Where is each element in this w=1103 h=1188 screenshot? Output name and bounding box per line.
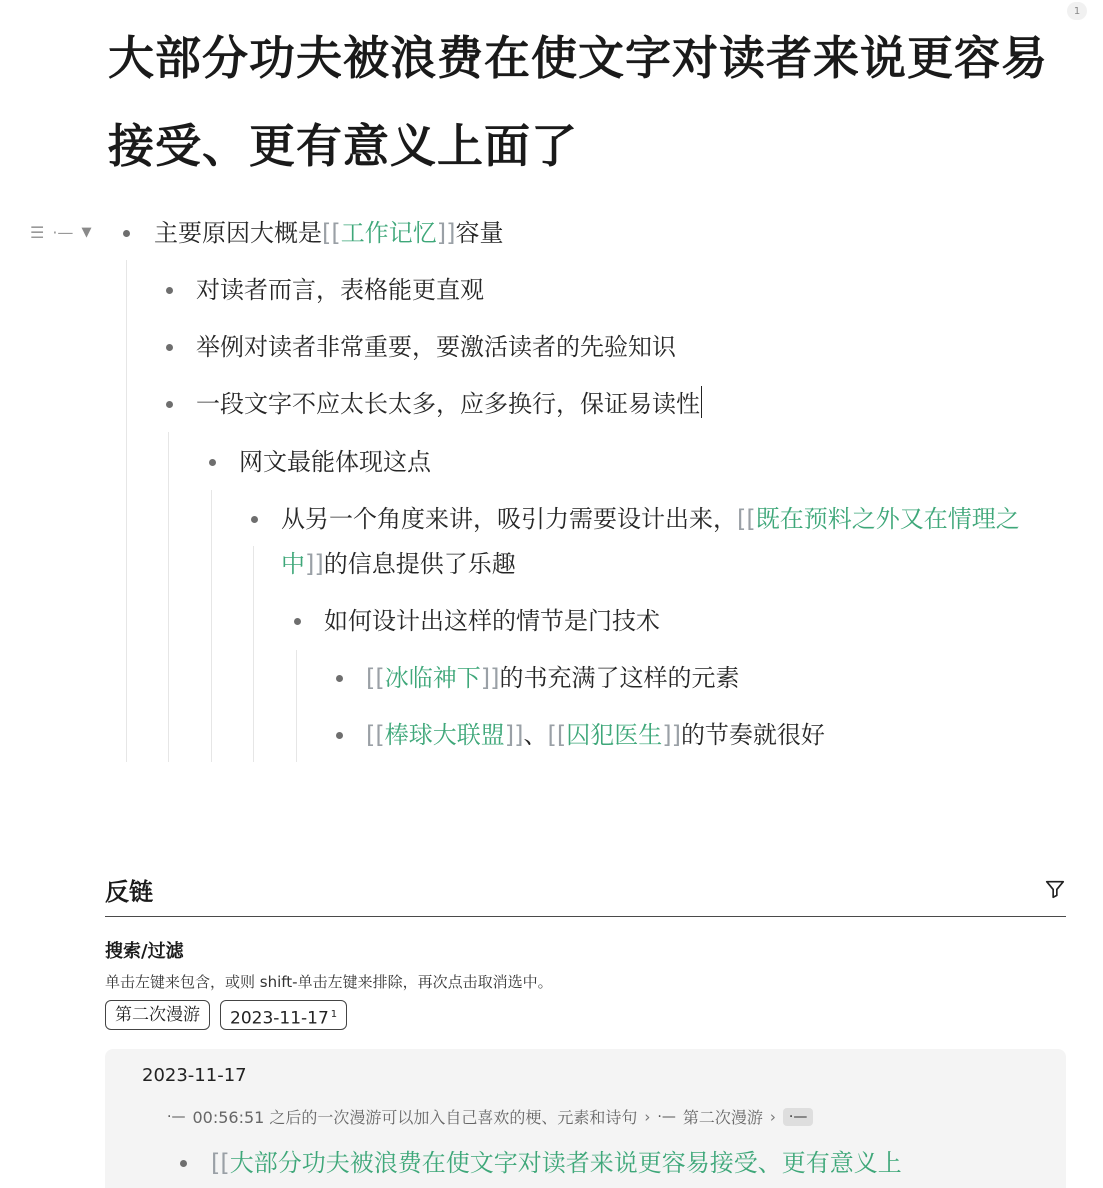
bullet[interactable] xyxy=(166,401,173,408)
item-text: 从另一个角度来讲，吸引力需要设计出来， xyxy=(281,505,737,533)
list-item[interactable] xyxy=(206,440,431,485)
item-text: 的信息提供了乐趣 xyxy=(323,550,516,578)
link-bracket: [[ xyxy=(366,721,385,749)
backlinks-section xyxy=(105,870,1066,1030)
list-icon[interactable]: ☰ xyxy=(30,223,45,242)
link-bracket: ]] xyxy=(504,721,524,749)
filter-icon[interactable] xyxy=(1044,878,1066,900)
page-ref-prisoner-doctor[interactable]: 囚犯医生 xyxy=(566,721,663,749)
bullet[interactable] xyxy=(251,516,258,523)
item-text: 网文最能体现这点 xyxy=(239,448,431,476)
page-title[interactable]: 大部分功夫被浪费在使文字对读者来说更容易接受、更有意义上面了 xyxy=(108,31,1048,173)
bullet[interactable] xyxy=(294,618,301,625)
bullet[interactable] xyxy=(166,287,173,294)
item-text: 一段文字不应太长太多，应多换行，保证易读性 xyxy=(196,390,700,418)
block-controls xyxy=(30,223,91,243)
link-bracket: [[ xyxy=(737,505,756,533)
block-dash-icon: ·— xyxy=(657,1108,676,1125)
backlinks-header xyxy=(105,870,1066,917)
bullet[interactable] xyxy=(180,1160,187,1167)
breadcrumb-item[interactable]: 00:56:51 之后的一次漫游可以加入自己喜欢的梗、元素和诗句 xyxy=(192,1108,638,1127)
filter-chip-second-roam[interactable]: 第二次漫游 xyxy=(105,1000,210,1030)
link-bracket: [[ xyxy=(547,721,567,749)
text-cursor xyxy=(701,386,702,418)
page-ref-major[interactable]: 棒球大联盟 xyxy=(384,721,505,749)
page-ref-working-memory[interactable]: 工作记忆 xyxy=(340,219,437,247)
link-bracket: ]] xyxy=(480,664,500,692)
bullet[interactable] xyxy=(336,732,343,739)
item-text: 的节奏就很好 xyxy=(680,721,825,749)
indent-guide xyxy=(296,650,297,762)
item-text: 主要原因大概是 xyxy=(154,219,322,247)
list-item[interactable] xyxy=(120,211,503,256)
indent-guide xyxy=(211,490,212,762)
item-text: 对读者而言，表格能更直观 xyxy=(196,276,484,304)
item-text: 举例对读者非常重要，要激活读者的先验知识 xyxy=(196,333,676,361)
bullet[interactable] xyxy=(123,230,130,237)
caret-down-icon[interactable]: ▼ xyxy=(81,225,92,240)
link-bracket: ]] xyxy=(662,721,681,749)
breadcrumb-item[interactable]: 第二次漫游 xyxy=(682,1108,763,1127)
chevron-right-icon: › xyxy=(644,1107,651,1126)
backlinks-title: 反链 xyxy=(105,877,153,906)
indent-guide xyxy=(126,260,127,762)
page-ref-unexpected-yet-reasonable[interactable]: 既在预料之外又在情理之中 xyxy=(281,505,1020,578)
bullet[interactable] xyxy=(336,675,343,682)
list-item[interactable] xyxy=(163,382,702,427)
collapse-dash-icon[interactable]: ·— xyxy=(52,223,74,242)
bullet[interactable] xyxy=(209,459,216,466)
bullet[interactable] xyxy=(166,344,173,351)
filter-chip-date[interactable]: 2023-11-17 $^1$ xyxy=(220,1000,347,1030)
list-item[interactable] xyxy=(248,497,1061,587)
page-ref-bing-lin-shen-xia[interactable]: 冰临神下 xyxy=(384,664,481,692)
backlink-page-date[interactable]: 2023-11-17 xyxy=(142,1065,247,1086)
item-text: 容量 xyxy=(455,219,504,247)
list-item[interactable] xyxy=(333,656,739,701)
item-text: 、 xyxy=(523,721,548,749)
search-filter-title: 搜索/过滤 xyxy=(105,941,184,962)
filter-chips xyxy=(105,1000,1066,1030)
chip-count: 1 xyxy=(330,1009,338,1020)
item-text: 如何设计出这样的情节是门技术 xyxy=(324,607,660,635)
list-item[interactable] xyxy=(291,599,660,644)
block-dash-icon: ·— xyxy=(167,1108,186,1125)
link-bracket: [[ xyxy=(211,1149,230,1177)
item-text: 的书充满了这样的元素 xyxy=(499,664,740,692)
chevron-right-icon: › xyxy=(769,1107,776,1126)
link-bracket: ]] xyxy=(305,550,324,578)
link-bracket: ]] xyxy=(436,219,456,247)
page-ref-title[interactable]: 大部分功夫被浪费在使文字对读者来说更容易接受、更有意义上 xyxy=(229,1149,902,1177)
list-item[interactable] xyxy=(333,713,825,758)
breadcrumb-more-button[interactable]: ·— xyxy=(783,1108,813,1126)
indent-guide xyxy=(168,432,169,762)
backlink-card xyxy=(105,1049,1066,1188)
page-count-badge[interactable]: 1 xyxy=(1067,2,1087,20)
breadcrumb xyxy=(167,1105,813,1128)
link-bracket: [[ xyxy=(366,664,385,692)
list-item[interactable] xyxy=(163,325,676,370)
link-bracket: [[ xyxy=(322,219,341,247)
filter-hint: 单击左键来包含，或则 shift-单击左键来排除，再次点击取消选中。 xyxy=(105,973,553,991)
list-item[interactable] xyxy=(163,268,484,313)
